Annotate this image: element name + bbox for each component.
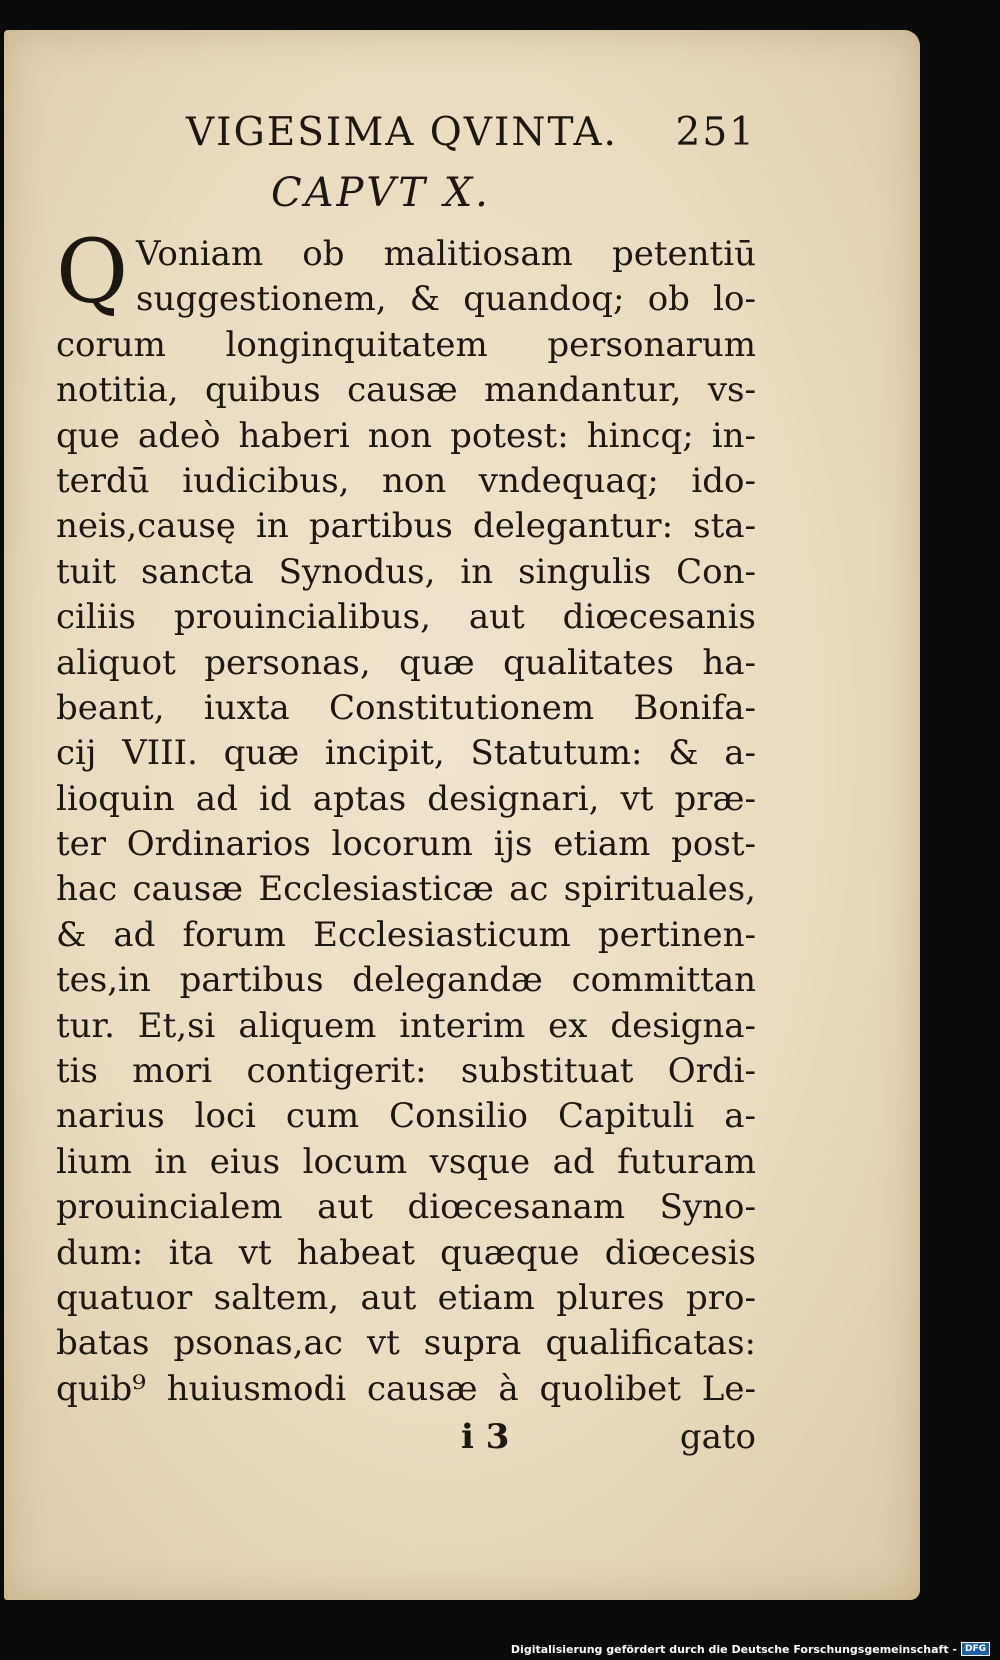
text-line: notitia, quibus causæ mandantur, vs- bbox=[56, 370, 756, 411]
drop-cap: Q bbox=[56, 220, 129, 323]
text-line: que adeò haberi non potest: hincq; in- bbox=[56, 415, 756, 456]
text-line-content: Voniam ob malitiosam petentiū bbox=[136, 234, 756, 274]
text-line: beant, iuxta Constitutionem Bonifa- bbox=[56, 687, 756, 728]
text-line: corum longinquitatem personarum bbox=[56, 324, 756, 365]
text-line: narius loci cum Consilio Capituli a- bbox=[56, 1096, 756, 1137]
book-page bbox=[4, 30, 920, 1600]
text-line: aliquot personas, quæ qualitates ha- bbox=[56, 642, 756, 683]
credit-text: Digitalisierung gefördert durch die Deutsche Forschungsgemeinschaft - bbox=[510, 1642, 957, 1656]
text-line: & ad forum Ecclesiasticum pertinen- bbox=[56, 914, 756, 955]
text-line: hac causæ Ecclesiasticæ ac spirituales, bbox=[56, 869, 756, 910]
text-line: cij VIII. quæ incipit, Statutum: & a- bbox=[56, 733, 756, 774]
text-line: neis,causę in partibus delegantur: sta- bbox=[56, 506, 756, 547]
text-line: dum: ita vt habeat quæque diœcesis bbox=[56, 1232, 756, 1273]
text-line: quib⁹ huiusmodi causæ à quolibet Le- bbox=[56, 1368, 756, 1409]
chapter-heading: CAPVT X. bbox=[271, 170, 491, 216]
text-line: suggestionem, & quandoq; ob lo- bbox=[136, 279, 756, 320]
text-line: ter Ordinarios locorum ijs etiam post- bbox=[56, 824, 756, 865]
dfg-logo-icon: DFG bbox=[961, 1642, 990, 1656]
text-line: tis mori contigerit: substituat Ordi- bbox=[56, 1051, 756, 1092]
text-line: batas psonas,ac vt supra qualificatas: bbox=[56, 1323, 756, 1364]
text-line: prouincialem aut diœcesanam Syno- bbox=[56, 1187, 756, 1228]
digitization-credit bbox=[511, 1642, 990, 1656]
text-line: terdū iudicibus, non vndequaq; ido- bbox=[56, 460, 756, 501]
running-head: VIGESIMA QVINTA. bbox=[186, 110, 618, 155]
page-number: 251 bbox=[675, 110, 756, 155]
page-text-block bbox=[56, 110, 756, 1462]
signature-mark: i 3 bbox=[461, 1417, 510, 1458]
text-line: tes,in partibus delegandæ committan bbox=[56, 960, 756, 1001]
page-header bbox=[56, 110, 756, 170]
text-line: tuit sancta Synodus, in singulis Con- bbox=[56, 551, 756, 592]
catchword: gato bbox=[679, 1417, 756, 1458]
text-line: lium in eius locum vsque ad futuram bbox=[56, 1141, 756, 1182]
text-line: quatuor saltem, aut etiam plures pro- bbox=[56, 1277, 756, 1318]
text-line: lioquin ad id aptas designari, vt præ- bbox=[56, 778, 756, 819]
body-text bbox=[56, 220, 756, 1412]
text-line: ciliis prouincialibus, aut diœcesanis bbox=[56, 597, 756, 638]
page-footer bbox=[56, 1412, 756, 1462]
text-line: tur. Et,si aliquem interim ex designa- bbox=[56, 1005, 756, 1046]
